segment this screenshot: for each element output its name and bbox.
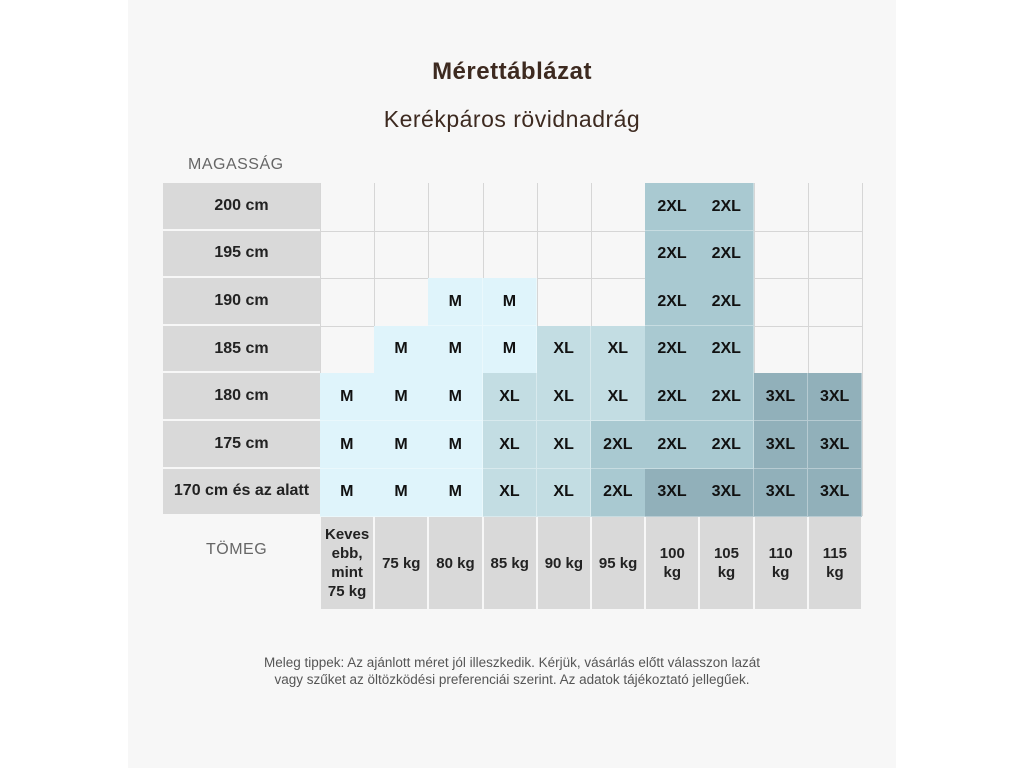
weight-label-line: 115: [822, 545, 847, 563]
weight-column-label: [700, 517, 752, 609]
size-cell: M: [428, 373, 483, 421]
size-cell: 3XL: [754, 373, 809, 421]
size-cell: M: [428, 326, 483, 374]
weight-axis-label: TÖMEG: [206, 541, 268, 558]
weight-label-text: [325, 525, 369, 601]
size-table: [128, 0, 896, 768]
weight-label-line: mint: [331, 564, 363, 582]
chart-title: Mérettáblázat: [432, 58, 592, 85]
grid-hline: [320, 278, 862, 279]
size-cell: 2XL: [699, 231, 754, 279]
size-cell: M: [428, 278, 483, 326]
weight-label-line: 80 kg: [436, 554, 475, 572]
size-cell: XL: [483, 421, 538, 469]
size-cell: 2XL: [645, 183, 700, 231]
weight-label-line: 75 kg: [327, 583, 367, 601]
size-cell: XL: [591, 326, 646, 374]
size-cell: M: [374, 421, 429, 469]
size-cell: M: [374, 373, 429, 421]
size-cell: 3XL: [808, 421, 863, 469]
height-row-label: 175 cm: [163, 421, 320, 468]
weight-column-label: [809, 517, 861, 609]
size-cell: M: [428, 469, 483, 517]
weight-label-line: 75 kg: [382, 554, 421, 572]
weight-column-label: [321, 517, 373, 609]
weight-label-text: [660, 544, 685, 582]
weight-label-line: kg: [663, 564, 682, 582]
weight-label-text: [491, 554, 529, 573]
weight-label-line: kg: [717, 564, 736, 582]
weight-column-label: [755, 517, 807, 609]
size-cell: XL: [537, 421, 592, 469]
size-cell: XL: [591, 373, 646, 421]
weight-label-text: [823, 544, 847, 582]
weight-column-label: [538, 517, 590, 609]
size-cell: XL: [537, 326, 592, 374]
size-cell: 2XL: [699, 326, 754, 374]
size-cell: XL: [537, 469, 592, 517]
tip-note: [128, 654, 896, 688]
weight-label-line: kg: [826, 564, 844, 582]
size-cell: 2XL: [645, 421, 700, 469]
size-cell: 2XL: [699, 278, 754, 326]
size-cell: XL: [483, 469, 538, 517]
height-row-label: 190 cm: [163, 278, 320, 325]
height-row-label: 185 cm: [163, 326, 320, 373]
weight-label-line: 110: [768, 545, 793, 563]
weight-label-line: Keves: [324, 526, 370, 544]
weight-column-label: [484, 517, 536, 609]
weight-column-label: [429, 517, 481, 609]
size-cell: 2XL: [591, 421, 646, 469]
grid-hline: [320, 231, 862, 232]
size-cell: M: [483, 326, 538, 374]
size-cell: M: [483, 278, 538, 326]
size-cell: 2XL: [645, 326, 700, 374]
size-cell: 3XL: [808, 469, 863, 517]
height-axis-label: MAGASSÁG: [188, 156, 284, 173]
size-cell: 2XL: [699, 373, 754, 421]
weight-label-text: [599, 554, 637, 573]
height-row-label: 200 cm: [163, 183, 320, 230]
size-cell: M: [428, 421, 483, 469]
weight-label-line: 105: [713, 545, 739, 563]
weight-label-text: [714, 544, 739, 582]
size-cell: M: [320, 373, 375, 421]
size-cell: 2XL: [699, 183, 754, 231]
size-cell: M: [374, 469, 429, 517]
weight-label-line: 85 kg: [490, 554, 529, 572]
size-cell: M: [320, 469, 375, 517]
size-cell: 3XL: [754, 421, 809, 469]
size-cell: XL: [483, 373, 538, 421]
size-cell: 2XL: [645, 373, 700, 421]
tip-note-line-2: vagy szűket az öltözködési preferenciái szerint. Az adatok tájékoztató jellegűek.: [274, 672, 750, 687]
weight-label-text: [382, 554, 420, 573]
size-chart-page: [128, 0, 896, 768]
weight-label-text: [436, 554, 474, 573]
weight-column-label: [592, 517, 644, 609]
height-row-label: 195 cm: [163, 231, 320, 278]
weight-column-label: [375, 517, 427, 609]
weight-label-line: 95 kg: [598, 554, 638, 572]
size-cell: 3XL: [645, 469, 700, 517]
height-row-label: 170 cm és az alatt: [163, 469, 320, 516]
weight-label-text: [545, 554, 583, 573]
weight-label-line: kg: [771, 564, 790, 582]
size-cell: 2XL: [645, 278, 700, 326]
size-cell: 3XL: [754, 469, 809, 517]
size-cell: 2XL: [645, 231, 700, 279]
size-cell: 2XL: [591, 469, 646, 517]
size-cell: XL: [537, 373, 592, 421]
chart-subtitle: Kerékpáros rövidnadrág: [383, 106, 641, 132]
weight-label-line: ebb,: [331, 545, 363, 563]
weight-label-text: [769, 544, 793, 582]
size-cell: M: [320, 421, 375, 469]
weight-label-line: 90 kg: [544, 554, 584, 572]
height-row-label: 180 cm: [163, 373, 320, 420]
size-cell: M: [374, 326, 429, 374]
tip-note-line-1: Meleg tippek: Az ajánlott méret jól illeszkedik. Kérjük, vásárlás előtt válasszon lazát: [264, 655, 760, 670]
weight-label-line: 100: [659, 545, 685, 563]
size-cell: 3XL: [699, 469, 754, 517]
size-cell: 2XL: [699, 421, 754, 469]
size-cell: 3XL: [808, 373, 863, 421]
weight-column-label: [646, 517, 698, 609]
